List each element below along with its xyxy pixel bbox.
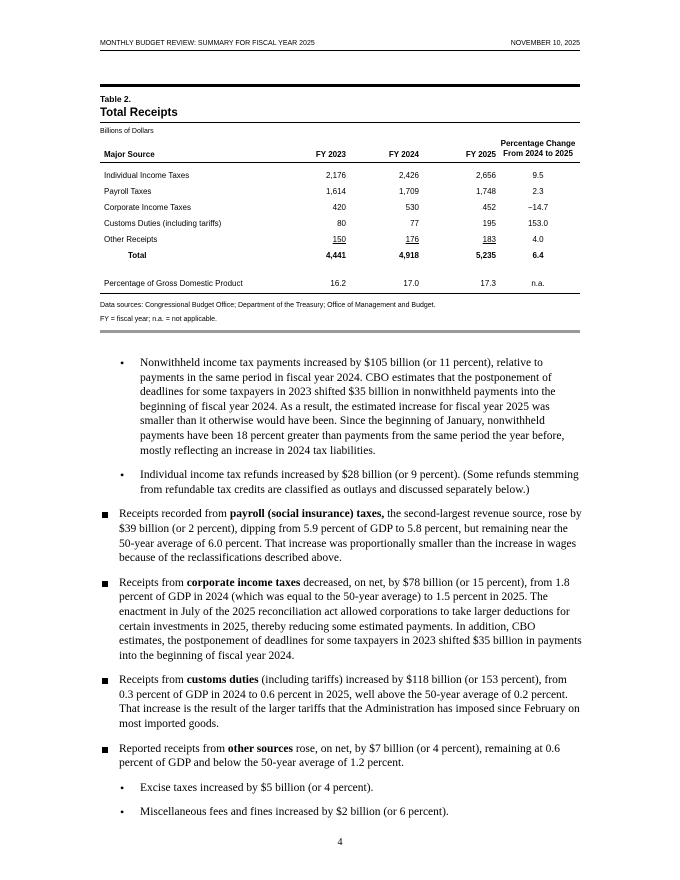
gdp-fy2023: 16.2 bbox=[276, 275, 346, 294]
paragraph-text-bold: payroll (social insurance) taxes, bbox=[229, 508, 385, 521]
table-row bbox=[100, 199, 580, 215]
total-change: 6.4 bbox=[532, 250, 544, 260]
table-abbrev-note: FY = fiscal year; n.a. = not applicable. bbox=[100, 316, 217, 323]
row-fy2023: 2,176 bbox=[325, 170, 346, 180]
paragraph-text-pre: Reported receipts from bbox=[119, 742, 228, 755]
bullet-corporate-taxes bbox=[100, 576, 582, 664]
total-fy2024: 4,918 bbox=[398, 250, 419, 260]
gdp-fy2024: 17.0 bbox=[346, 275, 419, 294]
sub-bullet-fees bbox=[100, 805, 582, 820]
table-row bbox=[100, 215, 580, 231]
row-fy2023 bbox=[276, 231, 346, 247]
row-fy2023: 420 bbox=[332, 202, 346, 212]
table-label: Table 2. bbox=[100, 94, 132, 104]
paragraph-text-bold: customs duties bbox=[186, 674, 259, 687]
row-change: 4.0 bbox=[532, 234, 544, 244]
round-bullet-icon: • bbox=[120, 356, 125, 370]
header-title: MONTHLY BUDGET REVIEW: SUMMARY FOR FISCAL YEAR 2025 bbox=[100, 40, 315, 47]
total-fy2025: 5,235 bbox=[475, 250, 496, 260]
row-fy2024 bbox=[346, 231, 419, 247]
table-spacer-row bbox=[100, 263, 580, 275]
sub-bullet-refunds bbox=[100, 468, 582, 497]
row-change: 9.5 bbox=[532, 170, 544, 180]
row-source: Individual Income Taxes bbox=[104, 170, 190, 180]
row-fy2024: 2,426 bbox=[398, 170, 419, 180]
table-title: Total Receipts bbox=[100, 107, 580, 123]
row-fy2025 bbox=[419, 231, 496, 247]
row-source: Customs Duties (including tariffs) bbox=[104, 218, 222, 228]
row-fy2025-value: 183 bbox=[482, 234, 496, 244]
table-bottom-rule bbox=[100, 330, 580, 333]
paragraph-text: Individual income tax refunds increased by $28 billion (or 9 percent). (Some refunds stemming from refundable tax credits are classified as outlays and discussed separately below.) bbox=[140, 469, 579, 496]
row-fy2024: 530 bbox=[405, 202, 419, 212]
gdp-label: Percentage of Gross Domestic Product bbox=[100, 275, 276, 294]
square-bullet-icon bbox=[102, 678, 108, 684]
row-change: −14.7 bbox=[527, 202, 549, 212]
receipts-table bbox=[100, 139, 580, 294]
square-bullet-icon bbox=[102, 512, 108, 518]
table-top-rule bbox=[100, 84, 580, 87]
table-row bbox=[100, 163, 580, 184]
round-bullet-icon: • bbox=[120, 468, 125, 483]
table-source-note: Data sources: Congressional Budget Office; Department of the Treasury; Office of Management and Budget. bbox=[100, 302, 436, 309]
sub-bullet-excise bbox=[100, 781, 582, 796]
row-fy2023-value: 150 bbox=[332, 234, 346, 244]
col-header-change bbox=[496, 139, 580, 163]
page-number: 4 bbox=[337, 837, 343, 848]
table-notes bbox=[100, 299, 580, 327]
total-label: Total bbox=[128, 250, 147, 260]
table-units: Billions of Dollars bbox=[100, 128, 154, 135]
row-fy2025: 452 bbox=[482, 202, 496, 212]
bullet-customs-duties bbox=[100, 673, 582, 731]
gdp-change: n.a. bbox=[496, 275, 580, 294]
row-fy2024: 77 bbox=[410, 218, 419, 228]
body-text bbox=[100, 356, 582, 830]
row-source: Payroll Taxes bbox=[104, 186, 152, 196]
bullet-payroll-taxes bbox=[100, 507, 582, 565]
table-header-row bbox=[100, 139, 580, 163]
row-fy2025: 1,748 bbox=[475, 186, 496, 196]
square-bullet-icon bbox=[102, 747, 108, 753]
paragraph-text-post: (including tariffs) increased by $118 billion (or 153 percent), from 0.3 percent of GDP in 2024 to 0.6 percent in 2025, well above the 50-year average of 0.2 percent. That increase is the result of the larger tariffs that the Administration has imposed since February on most imported goods. bbox=[119, 674, 580, 731]
table-gdp-row bbox=[100, 275, 580, 294]
col-header-change-line1: Percentage Change bbox=[500, 139, 576, 148]
paragraph-text: Miscellaneous fees and fines increased by $2 billion (or 6 percent). bbox=[140, 806, 449, 819]
paragraph-text: Nonwithheld income tax payments increased by $105 billion (or 11 percent), relative to payments in the same period in fiscal year 2024. CBO estimates that the postponement of deadlines for some taxpayers in 2023 shifted $35 billion in nonwithheld payments into the beginning of fiscal year 2024. As a result, the estimated increase for fiscal year 2025 was smaller than it otherwise would have been. Since the beginning of January, nonwithheld payments have been 18 percent greater than payments from the same period the year before, mostly reflecting an increase in 2024 tax liabilities. bbox=[140, 357, 565, 457]
running-header bbox=[100, 40, 580, 51]
table-row bbox=[100, 231, 580, 247]
paragraph-text-bold: other sources bbox=[227, 742, 293, 755]
row-fy2023: 1,614 bbox=[325, 186, 346, 196]
paragraph-text-bold: corporate income taxes bbox=[186, 576, 301, 589]
paragraph-text: Excise taxes increased by $5 billion (or 4 percent). bbox=[140, 781, 374, 794]
paragraph-text-pre: Receipts recorded from bbox=[119, 508, 230, 521]
table-row bbox=[100, 183, 580, 199]
col-header-fy2023: FY 2023 bbox=[276, 139, 346, 163]
bullet-other-sources bbox=[100, 742, 582, 771]
paragraph-text-post: the second-largest revenue source, rose by $39 billion (or 2 percent), dipping from 5.9 percent of GDP to 5.8 percent, but remaining near the 50-year average of 6.0 percent. That increase was proportionally smaller than the increase in wages because of the reclassifications described above. bbox=[119, 508, 582, 565]
table-total-row bbox=[100, 247, 580, 263]
paragraph-text-pre: Receipts from bbox=[119, 674, 187, 687]
round-bullet-icon: • bbox=[120, 780, 125, 795]
round-bullet-icon: • bbox=[120, 805, 125, 820]
col-header-change-line2: From 2024 to 2025 bbox=[503, 149, 573, 158]
paragraph-text-post: decreased, on net, by $78 billion (or 15 percent), from 1.8 percent of GDP in 2024 (which was equal to the 50-year average) to 1.5 percent in 2025. The enactment in July of the 2025 reconciliation act allowed corporations to take larger deductions for certain investments in 2025, thereby reducing some estimated payments. In addition, CBO estimates, the postponement of deadlines for some taxpayers in 2023 shifted $35 billion in payments into the beginning of fiscal year 2024. bbox=[119, 576, 582, 662]
paragraph-text-post: rose, on net, by $7 billion (or 4 percent), remaining at 0.6 percent of GDP and below the 50-year average of 1.2 percent. bbox=[119, 742, 560, 770]
row-change: 153.0 bbox=[527, 218, 549, 228]
row-fy2025: 2,656 bbox=[475, 170, 496, 180]
square-bullet-icon bbox=[102, 581, 108, 587]
header-date: NOVEMBER 10, 2025 bbox=[510, 40, 580, 47]
total-fy2023: 4,441 bbox=[325, 250, 346, 260]
row-change: 2.3 bbox=[532, 186, 544, 196]
row-source: Corporate Income Taxes bbox=[104, 202, 192, 212]
gdp-fy2025: 17.3 bbox=[419, 275, 496, 294]
paragraph-text-pre: Receipts from bbox=[119, 576, 187, 589]
sub-bullet-nonwithheld bbox=[100, 356, 582, 458]
receipts-table-block bbox=[100, 84, 580, 333]
row-fy2024: 1,709 bbox=[398, 186, 419, 196]
col-header-fy2025: FY 2025 bbox=[419, 139, 496, 163]
row-fy2024-value: 176 bbox=[405, 234, 419, 244]
row-fy2023: 80 bbox=[337, 218, 346, 228]
row-fy2025: 195 bbox=[482, 218, 496, 228]
col-header-fy2024: FY 2024 bbox=[346, 139, 419, 163]
col-header-source: Major Source bbox=[100, 139, 276, 163]
row-source: Other Receipts bbox=[104, 234, 158, 244]
